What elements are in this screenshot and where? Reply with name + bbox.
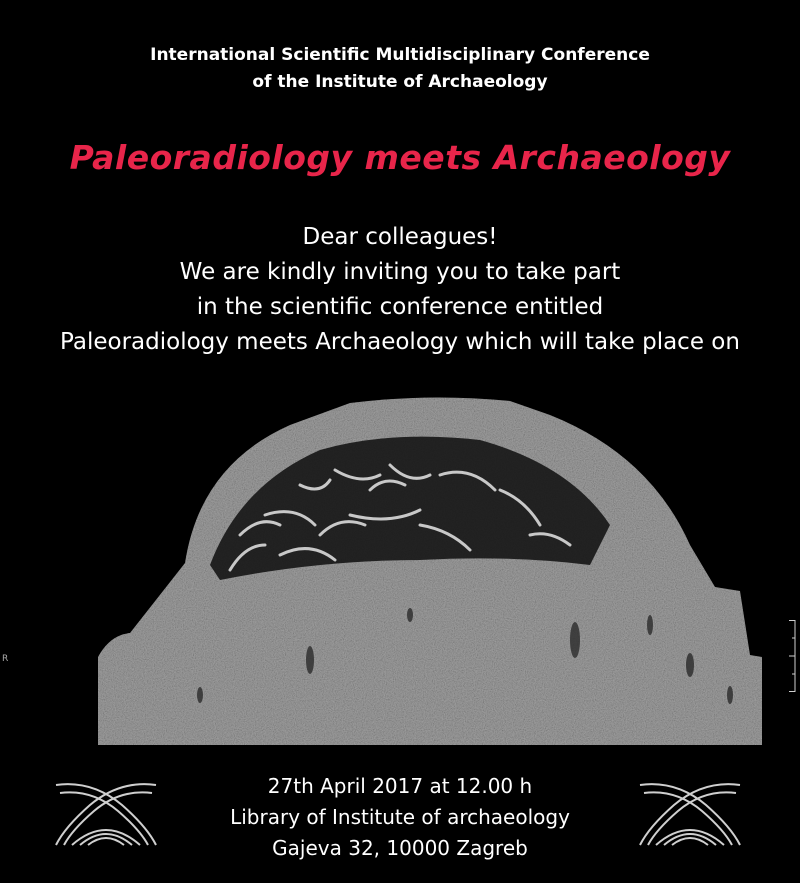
invitation-line-3: in the scientific conference entitled — [196, 294, 604, 320]
invitation-line-2: We are kindly inviting you to take part — [179, 259, 621, 285]
header-line-1: International Scientific Multidisciplinary Conference — [150, 45, 650, 65]
ct-scan-image — [90, 395, 770, 750]
header-line-2: of the Institute of Archaeology — [252, 72, 548, 92]
conference-header — [0, 42, 800, 96]
event-venue: Library of Institute of archaeology — [230, 805, 570, 829]
invitation-line-1: Dear colleagues! — [302, 224, 498, 250]
knot-ornament-icon — [636, 775, 744, 850]
invitation-line-4: Paleoradiology meets Archaeology which will take place on — [60, 329, 740, 355]
page-title: Paleoradiology meets Archaeology — [69, 138, 731, 177]
knot-ornament-icon — [52, 775, 160, 850]
scale-ruler — [783, 620, 800, 695]
event-date: 27th April 2017 at 12.00 h — [267, 774, 533, 798]
event-address: Gajeva 32, 10000 Zagreb — [272, 836, 528, 860]
scan-side-marker: R — [2, 654, 9, 664]
invitation-text — [0, 220, 800, 360]
